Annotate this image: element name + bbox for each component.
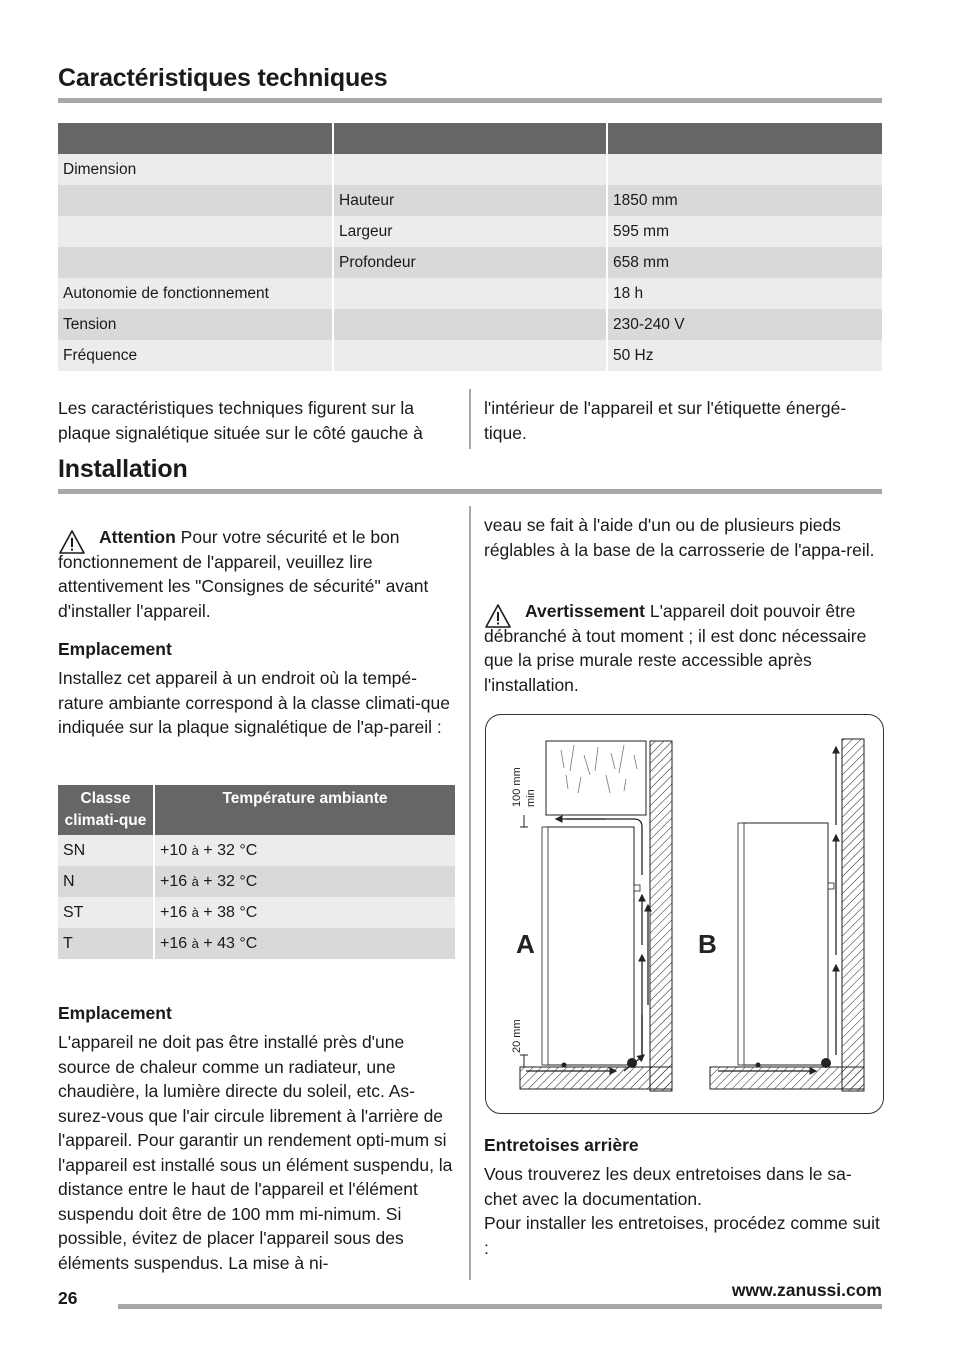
- fridge-b: [742, 823, 828, 1065]
- table-row: Fréquence 50 Hz: [58, 340, 882, 371]
- header-temperature: Température ambiante: [155, 785, 455, 835]
- attention-note: [58, 525, 458, 623]
- emplacement-heading-1: Emplacement: [58, 639, 172, 659]
- climate-class-table: [58, 785, 455, 959]
- page-number: 26: [58, 1288, 78, 1308]
- header-classe: Classe climati-que: [58, 785, 155, 835]
- emplacement-text-1: Installez cet appareil à un endroit où la tempé-rature ambiante correspond à la classe climati-que indiquée sur la plaque signalétique de l'ap-pareil :: [58, 668, 450, 737]
- table-row: ST +16 à + 38 °C: [58, 897, 455, 928]
- fridge-a: [546, 827, 634, 1065]
- table-row: SN +10 à + 32 °C: [58, 835, 455, 866]
- attention-text: Pour votre sécurité et le bon fonctionnement de l'appareil, veuillez lire attentivement les "Consignes de sécurité" avant d'installer l'appareil.: [58, 527, 429, 621]
- section-title-specs: Caractéristiques techniques: [58, 64, 388, 92]
- table-row: T +16 à + 43 °C: [58, 928, 455, 959]
- dim-top-label: 100 mm: [511, 767, 523, 807]
- emplacement-heading-2: Emplacement: [58, 1003, 172, 1023]
- column-divider: [469, 389, 471, 449]
- title-rule: [58, 489, 882, 494]
- table-row: N +16 à + 32 °C: [58, 866, 455, 897]
- section-title-installation: Installation: [58, 455, 188, 483]
- footer-rule: [118, 1304, 882, 1309]
- entretoises-text-2: Pour installer les entretoises, procédez comme suit :: [484, 1213, 880, 1258]
- specs-table-header: [58, 123, 882, 154]
- specs-table: [58, 123, 882, 371]
- table-row: Dimension: [58, 154, 882, 185]
- attention-label: Attention: [99, 527, 176, 547]
- label-a: A: [516, 929, 535, 959]
- table-row: Largeur 595 mm: [58, 216, 882, 247]
- dim-bottom-label: 20 mm: [511, 1019, 523, 1053]
- avertissement-note: [484, 599, 882, 697]
- avertissement-text: L'appareil doit pouvoir être débranché à tout moment ; il est donc nécessaire que la prise murale reste accessible après l'installation.: [484, 601, 867, 695]
- specs-paragraph-left: Les caractéristiques techniques figurent sur la plaque signalétique située sur le côté gauche à: [58, 398, 423, 443]
- entretoises-heading: Entretoises arrière: [484, 1135, 639, 1155]
- specs-paragraph-right: l'intérieur de l'appareil et sur l'étiquette énergé-tique.: [484, 398, 847, 443]
- title-rule: [58, 98, 882, 103]
- dim-top-min-label: min: [525, 789, 537, 807]
- avertissement-label: Avertissement: [525, 601, 645, 621]
- table-row: Profondeur 658 mm: [58, 247, 882, 278]
- entretoises-text-1: Vous trouverez les deux entretoises dans le sa-chet avec la documentation.: [484, 1164, 852, 1209]
- ventilation-illustration: [486, 715, 884, 1114]
- emplacement-text-2: L'appareil ne doit pas être installé près d'une source de chaleur comme un radiateur, une chaudière, la lumière directe du soleil, etc. As-surez-vous que l'air circule librement à l'arrière de l'appareil. Pour garantir un rendement opti-mum si l'appareil est installé sous un élément suspendu, la distance entre le haut de l'appareil et l'élément suspendu doit être de 100 mm mi-nimum. Si possible, évitez de placer l'appareil sous des éléments suspendus. La mise à ni-: [58, 1032, 453, 1273]
- climate-table-header: [58, 785, 455, 835]
- level-continuation-text: veau se fait à l'aide d'un ou de plusieurs pieds réglables à la base de la carrosserie de l'appa-reil.: [484, 515, 875, 560]
- label-b: B: [698, 929, 717, 959]
- installation-diagram: [485, 714, 884, 1114]
- column-divider: [469, 506, 471, 1280]
- table-row: Hauteur 1850 mm: [58, 185, 882, 216]
- website-link[interactable]: www.zanussi.com: [731, 1280, 882, 1300]
- table-row: Tension 230-240 V: [58, 309, 882, 340]
- table-row: Autonomie de fonctionnement 18 h: [58, 278, 882, 309]
